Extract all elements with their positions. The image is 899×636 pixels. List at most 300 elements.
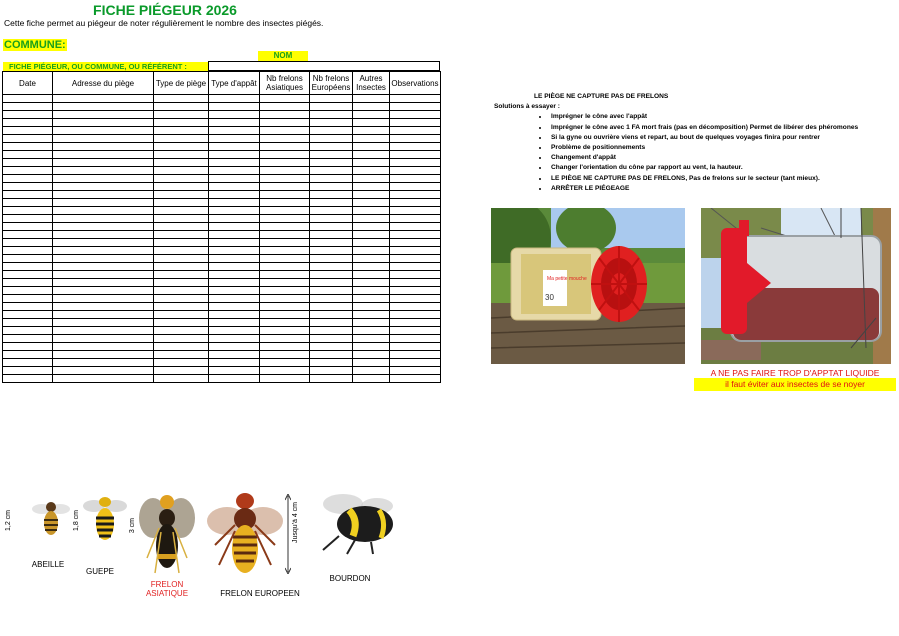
table-cell[interactable]: [209, 183, 260, 191]
table-cell[interactable]: [390, 167, 441, 175]
table-cell[interactable]: [53, 247, 154, 255]
table-cell[interactable]: [154, 231, 209, 239]
table-cell[interactable]: [353, 303, 390, 311]
table-cell[interactable]: [154, 215, 209, 223]
table-cell[interactable]: [3, 143, 53, 151]
table-cell[interactable]: [310, 159, 353, 167]
table-cell[interactable]: [260, 247, 310, 255]
table-cell[interactable]: [353, 335, 390, 343]
table-cell[interactable]: [154, 95, 209, 103]
table-cell[interactable]: [209, 111, 260, 119]
table-cell[interactable]: [209, 231, 260, 239]
table-cell[interactable]: [353, 191, 390, 199]
table-cell[interactable]: [390, 95, 441, 103]
table-cell[interactable]: [390, 215, 441, 223]
table-cell[interactable]: [353, 199, 390, 207]
table-cell[interactable]: [353, 151, 390, 159]
table-cell[interactable]: [3, 247, 53, 255]
table-cell[interactable]: [53, 119, 154, 127]
table-cell[interactable]: [260, 111, 310, 119]
table-cell[interactable]: [260, 223, 310, 231]
table-cell[interactable]: [209, 295, 260, 303]
table-cell[interactable]: [3, 127, 53, 135]
table-cell[interactable]: [3, 167, 53, 175]
table-cell[interactable]: [310, 231, 353, 239]
table-cell[interactable]: [260, 263, 310, 271]
table-cell[interactable]: [390, 343, 441, 351]
table-cell[interactable]: [53, 351, 154, 359]
table-cell[interactable]: [154, 183, 209, 191]
table-cell[interactable]: [390, 239, 441, 247]
table-cell[interactable]: [310, 215, 353, 223]
table-cell[interactable]: [154, 151, 209, 159]
table-cell[interactable]: [154, 159, 209, 167]
table-cell[interactable]: [310, 351, 353, 359]
table-cell[interactable]: [53, 223, 154, 231]
table-cell[interactable]: [260, 191, 310, 199]
table-cell[interactable]: [53, 199, 154, 207]
table-cell[interactable]: [260, 367, 310, 375]
table-cell[interactable]: [53, 271, 154, 279]
table-cell[interactable]: [53, 127, 154, 135]
table-cell[interactable]: [260, 183, 310, 191]
table-cell[interactable]: [209, 319, 260, 327]
table-cell[interactable]: [260, 199, 310, 207]
table-cell[interactable]: [260, 175, 310, 183]
table-cell[interactable]: [353, 231, 390, 239]
table-cell[interactable]: [3, 311, 53, 319]
table-cell[interactable]: [154, 143, 209, 151]
table-cell[interactable]: [390, 151, 441, 159]
tip-item: • Imprégner le cône avec 1 FA mort frais (pas en décomposition) Permet de libérer des phéromones: [549, 123, 894, 133]
table-cell[interactable]: [353, 239, 390, 247]
table-cell[interactable]: [390, 279, 441, 287]
table-cell[interactable]: [390, 223, 441, 231]
table-cell[interactable]: [209, 359, 260, 367]
table-cell[interactable]: [260, 159, 310, 167]
table-cell[interactable]: [260, 319, 310, 327]
table-cell[interactable]: [3, 295, 53, 303]
table-cell[interactable]: [353, 111, 390, 119]
table-cell[interactable]: [260, 359, 310, 367]
table-cell[interactable]: [3, 271, 53, 279]
table-cell[interactable]: [390, 111, 441, 119]
table-cell[interactable]: [209, 143, 260, 151]
table-cell[interactable]: [3, 215, 53, 223]
table-cell[interactable]: [53, 359, 154, 367]
table-cell[interactable]: [209, 151, 260, 159]
table-cell[interactable]: [154, 247, 209, 255]
table-cell[interactable]: [209, 335, 260, 343]
table-cell[interactable]: [390, 375, 441, 383]
table-cell[interactable]: [53, 319, 154, 327]
table-cell[interactable]: [390, 295, 441, 303]
table-cell[interactable]: [154, 239, 209, 247]
table-cell[interactable]: [260, 215, 310, 223]
table-cell[interactable]: [53, 279, 154, 287]
table-cell[interactable]: [209, 175, 260, 183]
table-cell[interactable]: [260, 103, 310, 111]
table-cell[interactable]: [209, 215, 260, 223]
table-cell[interactable]: [53, 335, 154, 343]
table-cell[interactable]: [154, 175, 209, 183]
table-cell[interactable]: [53, 151, 154, 159]
table-cell[interactable]: [154, 319, 209, 327]
table-cell[interactable]: [154, 255, 209, 263]
table-cell[interactable]: [353, 255, 390, 263]
table-cell[interactable]: [3, 199, 53, 207]
table-cell[interactable]: [154, 303, 209, 311]
table-cell[interactable]: [154, 335, 209, 343]
table-cell[interactable]: [53, 287, 154, 295]
table-cell[interactable]: [353, 119, 390, 127]
table-cell[interactable]: [3, 159, 53, 167]
table-cell[interactable]: [353, 143, 390, 151]
table-cell[interactable]: [209, 207, 260, 215]
table-cell[interactable]: [310, 103, 353, 111]
table-cell[interactable]: [209, 287, 260, 295]
table-cell[interactable]: [154, 119, 209, 127]
table-cell[interactable]: [260, 327, 310, 335]
table-cell[interactable]: [53, 343, 154, 351]
table-cell[interactable]: [53, 311, 154, 319]
table-cell[interactable]: [154, 359, 209, 367]
table-cell[interactable]: [353, 247, 390, 255]
table-cell[interactable]: [353, 279, 390, 287]
table-cell[interactable]: [3, 335, 53, 343]
table-cell[interactable]: [310, 335, 353, 343]
table-cell[interactable]: [353, 367, 390, 375]
table-cell[interactable]: [3, 95, 53, 103]
table-cell[interactable]: [353, 295, 390, 303]
table-cell[interactable]: [390, 359, 441, 367]
table-cell[interactable]: [3, 231, 53, 239]
table-cell[interactable]: [53, 295, 154, 303]
table-cell[interactable]: [390, 351, 441, 359]
table-cell[interactable]: [3, 327, 53, 335]
table-cell[interactable]: [3, 287, 53, 295]
table-cell[interactable]: [390, 303, 441, 311]
size-label-abeille: 1,2 cm: [5, 510, 12, 532]
table-cell[interactable]: [53, 111, 154, 119]
table-cell[interactable]: [209, 191, 260, 199]
table-cell[interactable]: [53, 103, 154, 111]
table-cell[interactable]: [209, 327, 260, 335]
trapper-field[interactable]: [208, 61, 440, 71]
table-cell[interactable]: [260, 119, 310, 127]
trap-photo-1: [491, 208, 685, 364]
table-cell[interactable]: [260, 279, 310, 287]
table-cell[interactable]: [3, 183, 53, 191]
table-cell[interactable]: [3, 343, 53, 351]
table-cell[interactable]: [390, 119, 441, 127]
table-cell[interactable]: [353, 351, 390, 359]
table-cell[interactable]: [390, 175, 441, 183]
table-cell[interactable]: [154, 191, 209, 199]
table-cell[interactable]: [53, 239, 154, 247]
table-cell[interactable]: [310, 239, 353, 247]
table-cell[interactable]: [390, 207, 441, 215]
table-cell[interactable]: [310, 127, 353, 135]
table-cell[interactable]: [209, 199, 260, 207]
table-cell[interactable]: [260, 207, 310, 215]
table-cell[interactable]: [353, 207, 390, 215]
table-cell[interactable]: [3, 175, 53, 183]
table-cell[interactable]: [3, 319, 53, 327]
table-cell[interactable]: [209, 343, 260, 351]
table-cell[interactable]: [260, 95, 310, 103]
table-cell[interactable]: [310, 183, 353, 191]
table-cell[interactable]: [3, 351, 53, 359]
table-cell[interactable]: [154, 367, 209, 375]
table-cell[interactable]: [353, 319, 390, 327]
table-cell[interactable]: [3, 111, 53, 119]
table-cell[interactable]: [353, 327, 390, 335]
table-cell[interactable]: [154, 295, 209, 303]
table-cell[interactable]: [260, 271, 310, 279]
table-cell[interactable]: [310, 191, 353, 199]
table-cell[interactable]: [310, 223, 353, 231]
table-cell[interactable]: [260, 127, 310, 135]
table-cell[interactable]: [353, 135, 390, 143]
table-cell[interactable]: [390, 327, 441, 335]
table-cell[interactable]: [390, 255, 441, 263]
table-cell[interactable]: [390, 271, 441, 279]
table-cell[interactable]: [310, 255, 353, 263]
table-cell[interactable]: [154, 279, 209, 287]
table-cell[interactable]: [390, 367, 441, 375]
table-cell[interactable]: [310, 143, 353, 151]
table-cell[interactable]: [3, 151, 53, 159]
table-cell[interactable]: [154, 287, 209, 295]
column-header: Adresse du piège: [53, 72, 154, 95]
table-cell[interactable]: [260, 167, 310, 175]
table-cell[interactable]: [3, 119, 53, 127]
table-cell[interactable]: [209, 159, 260, 167]
table-cell[interactable]: [353, 271, 390, 279]
table-cell[interactable]: [260, 151, 310, 159]
table-cell[interactable]: [260, 375, 310, 383]
table-cell[interactable]: [209, 367, 260, 375]
table-cell[interactable]: [53, 175, 154, 183]
table-cell[interactable]: [353, 287, 390, 295]
table-cell[interactable]: [209, 135, 260, 143]
table-cell[interactable]: [209, 103, 260, 111]
table-cell[interactable]: [390, 287, 441, 295]
table-cell[interactable]: [209, 375, 260, 383]
table-cell[interactable]: [310, 279, 353, 287]
table-cell[interactable]: [53, 191, 154, 199]
table-cell[interactable]: [209, 247, 260, 255]
table-cell[interactable]: [154, 135, 209, 143]
table-cell[interactable]: [310, 287, 353, 295]
table-cell[interactable]: [390, 191, 441, 199]
table-cell[interactable]: [310, 311, 353, 319]
table-cell[interactable]: [154, 263, 209, 271]
table-cell[interactable]: [310, 151, 353, 159]
table-cell[interactable]: [53, 167, 154, 175]
table-cell[interactable]: [310, 247, 353, 255]
table-cell[interactable]: [3, 135, 53, 143]
table-cell[interactable]: [353, 167, 390, 175]
table-cell[interactable]: [260, 311, 310, 319]
table-cell[interactable]: [53, 143, 154, 151]
table-cell[interactable]: [209, 311, 260, 319]
table-cell[interactable]: [310, 359, 353, 367]
table-cell[interactable]: [310, 207, 353, 215]
tip-item: • Changement d'appât: [549, 153, 894, 163]
table-cell[interactable]: [209, 119, 260, 127]
table-cell[interactable]: [209, 303, 260, 311]
table-cell[interactable]: [310, 327, 353, 335]
table-cell[interactable]: [353, 159, 390, 167]
table-cell[interactable]: [154, 311, 209, 319]
table-cell[interactable]: [154, 271, 209, 279]
table-cell[interactable]: [310, 119, 353, 127]
table-cell[interactable]: [310, 111, 353, 119]
table-cell[interactable]: [353, 103, 390, 111]
table-cell[interactable]: [3, 367, 53, 375]
table-cell[interactable]: [390, 263, 441, 271]
table-cell[interactable]: [209, 271, 260, 279]
table-cell[interactable]: [154, 223, 209, 231]
table-cell[interactable]: [353, 311, 390, 319]
table-cell[interactable]: [53, 207, 154, 215]
table-row: [3, 335, 441, 343]
insect-comparison: [0, 480, 430, 630]
table-cell[interactable]: [53, 367, 154, 375]
table-cell[interactable]: [310, 135, 353, 143]
table-cell[interactable]: [310, 167, 353, 175]
table-cell[interactable]: [353, 359, 390, 367]
table-cell[interactable]: [209, 263, 260, 271]
table-cell[interactable]: [53, 327, 154, 335]
table-cell[interactable]: [53, 215, 154, 223]
table-cell[interactable]: [390, 335, 441, 343]
table-cell[interactable]: [310, 271, 353, 279]
table-cell[interactable]: [260, 239, 310, 247]
table-cell[interactable]: [310, 375, 353, 383]
table-cell[interactable]: [209, 351, 260, 359]
table-cell[interactable]: [154, 103, 209, 111]
table-cell[interactable]: [310, 367, 353, 375]
table-cell[interactable]: [3, 279, 53, 287]
table-cell[interactable]: [310, 175, 353, 183]
table-cell[interactable]: [353, 375, 390, 383]
table-cell[interactable]: [3, 375, 53, 383]
table-cell[interactable]: [390, 103, 441, 111]
table-cell[interactable]: [310, 199, 353, 207]
table-cell[interactable]: [3, 239, 53, 247]
table-cell[interactable]: [154, 343, 209, 351]
table-cell[interactable]: [390, 247, 441, 255]
table-cell[interactable]: [53, 183, 154, 191]
table-cell[interactable]: [53, 159, 154, 167]
table-cell[interactable]: [353, 183, 390, 191]
table-cell[interactable]: [390, 135, 441, 143]
table-cell[interactable]: [3, 223, 53, 231]
table-cell[interactable]: [209, 279, 260, 287]
table-cell[interactable]: [3, 207, 53, 215]
table-cell[interactable]: [209, 95, 260, 103]
table-cell[interactable]: [53, 255, 154, 263]
table-cell[interactable]: [53, 231, 154, 239]
table-cell[interactable]: [209, 127, 260, 135]
table-cell[interactable]: [353, 127, 390, 135]
table-cell[interactable]: [310, 263, 353, 271]
table-cell[interactable]: [154, 199, 209, 207]
table-cell[interactable]: [260, 335, 310, 343]
table-cell[interactable]: [53, 375, 154, 383]
table-cell[interactable]: [209, 223, 260, 231]
table-cell[interactable]: [353, 175, 390, 183]
table-cell[interactable]: [260, 295, 310, 303]
table-cell[interactable]: [353, 263, 390, 271]
table-cell[interactable]: [53, 135, 154, 143]
table-cell[interactable]: [390, 159, 441, 167]
table-cell[interactable]: [260, 255, 310, 263]
table-cell[interactable]: [310, 343, 353, 351]
table-cell[interactable]: [390, 231, 441, 239]
table-row: [3, 287, 441, 295]
table-cell[interactable]: [154, 207, 209, 215]
table-cell[interactable]: [154, 351, 209, 359]
table-cell[interactable]: [390, 183, 441, 191]
table-cell[interactable]: [3, 359, 53, 367]
table-cell[interactable]: [154, 167, 209, 175]
table-cell[interactable]: [53, 303, 154, 311]
table-cell[interactable]: [3, 191, 53, 199]
table-cell[interactable]: [390, 127, 441, 135]
table-cell[interactable]: [353, 223, 390, 231]
table-cell[interactable]: [209, 255, 260, 263]
insect-name-abeille: ABEILLE: [31, 560, 65, 569]
table-cell[interactable]: [390, 143, 441, 151]
table-cell[interactable]: [154, 127, 209, 135]
table-cell[interactable]: [3, 303, 53, 311]
table-cell[interactable]: [3, 263, 53, 271]
table-cell[interactable]: [260, 143, 310, 151]
table-cell[interactable]: [154, 375, 209, 383]
table-cell[interactable]: [209, 167, 260, 175]
table-cell[interactable]: [310, 95, 353, 103]
table-cell[interactable]: [260, 287, 310, 295]
table-cell[interactable]: [310, 295, 353, 303]
table-cell[interactable]: [310, 303, 353, 311]
table-cell[interactable]: [353, 95, 390, 103]
table-cell[interactable]: [3, 255, 53, 263]
table-cell[interactable]: [390, 311, 441, 319]
table-cell[interactable]: [260, 343, 310, 351]
table-cell[interactable]: [260, 303, 310, 311]
table-cell[interactable]: [53, 263, 154, 271]
table-row: [3, 271, 441, 279]
table-cell[interactable]: [390, 319, 441, 327]
table-row: [3, 191, 441, 199]
table-cell[interactable]: [260, 351, 310, 359]
table-cell[interactable]: [3, 103, 53, 111]
table-cell[interactable]: [310, 319, 353, 327]
table-cell[interactable]: [353, 215, 390, 223]
table-cell[interactable]: [154, 327, 209, 335]
table-cell[interactable]: [353, 343, 390, 351]
table-cell[interactable]: [390, 199, 441, 207]
table-cell[interactable]: [260, 231, 310, 239]
table-cell[interactable]: [209, 239, 260, 247]
table-cell[interactable]: [53, 95, 154, 103]
table-cell[interactable]: [260, 135, 310, 143]
table-cell[interactable]: [154, 111, 209, 119]
